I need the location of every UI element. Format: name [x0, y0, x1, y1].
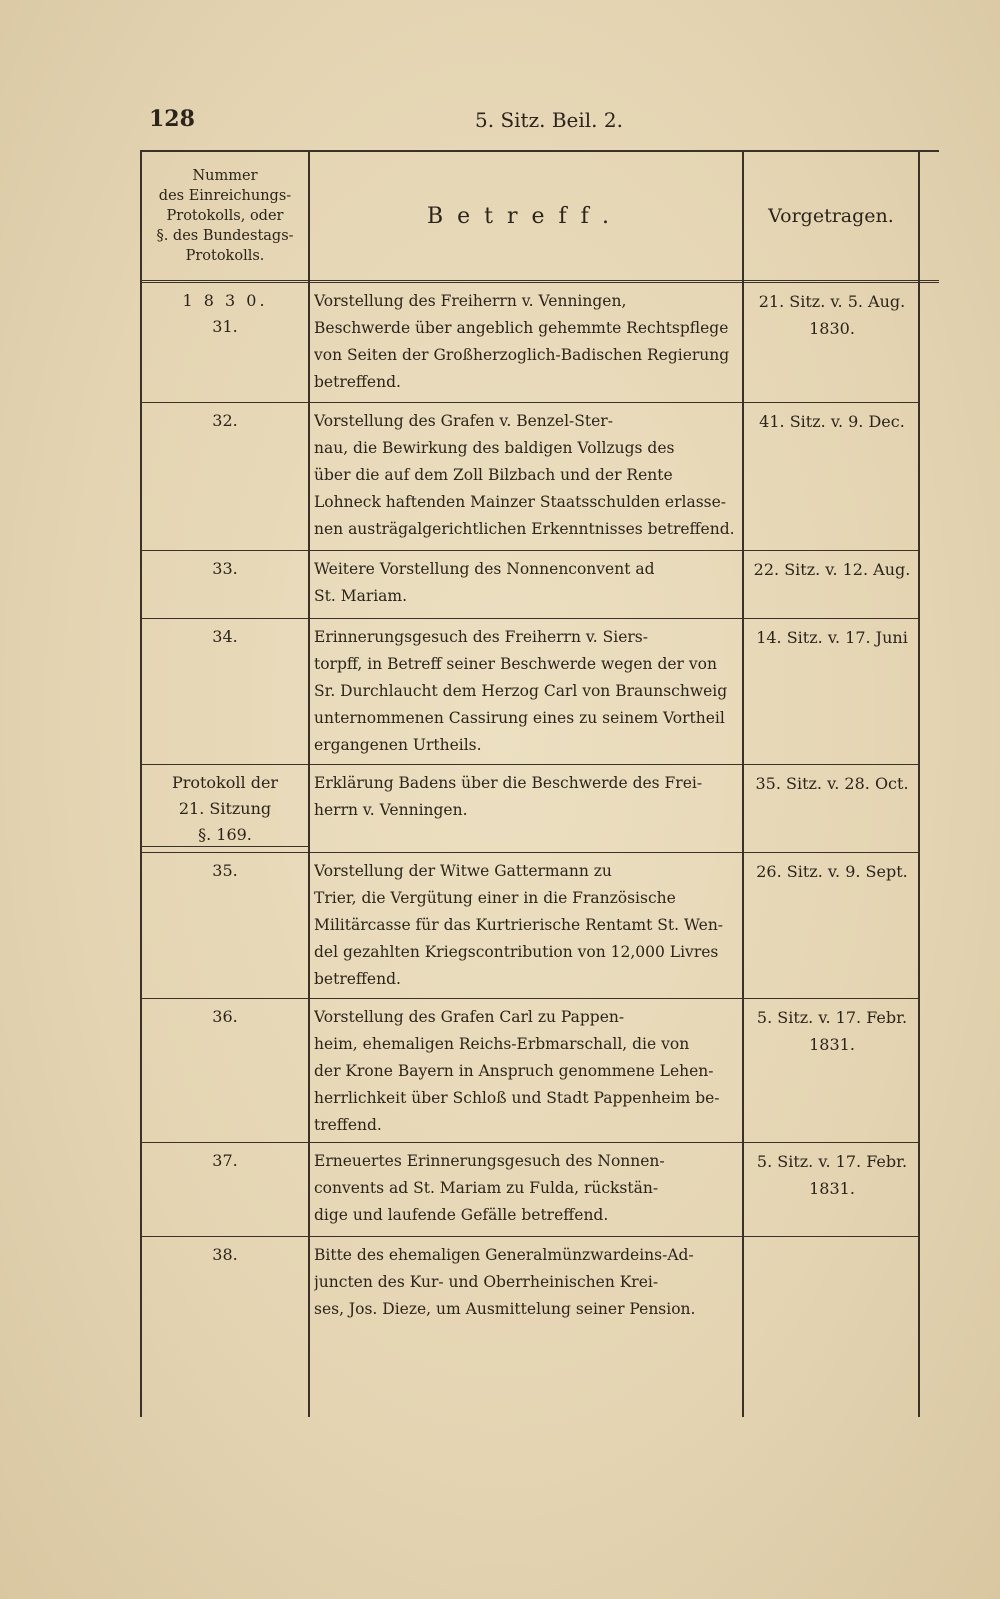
subject-line: Sr. Durchlaucht dem Herzog Carl von Braunschweig: [314, 682, 728, 700]
row-subject: [314, 408, 738, 543]
subject-line: Militärcasse für das Kurtrierische Rentamt St. Wen-: [314, 916, 724, 934]
table-right-border: [918, 152, 920, 1417]
row-rule: [142, 618, 918, 619]
row-number: [142, 770, 308, 848]
row-rule: [142, 1142, 918, 1143]
header-line: Protokolls, oder: [166, 208, 284, 224]
row-presented: [748, 624, 916, 651]
row-presented: [748, 556, 916, 583]
subject-line: herrn v. Venningen.: [314, 801, 468, 819]
row-presented: [748, 288, 916, 342]
number-line: 32.: [212, 411, 238, 430]
running-head: 5. Sitz. Beil. 2.: [475, 108, 623, 132]
subject-line: heim, ehemaligen Reichs-Erbmarschall, die von: [314, 1035, 690, 1053]
subject-line: betreffend.: [314, 970, 401, 988]
subject-line: nen austrägalgerichtlichen Erkenntnisses betreffend.: [314, 520, 735, 538]
presented-line: 1830.: [809, 319, 855, 338]
number-line: 37.: [212, 1151, 238, 1170]
subject-line: über die auf dem Zoll Bilzbach und der Rente: [314, 466, 673, 484]
row-subject: [314, 858, 738, 993]
presented-line: 1831.: [809, 1035, 855, 1054]
row-presented: [748, 770, 916, 797]
column-divider: [742, 152, 744, 1417]
row-number: [142, 408, 308, 434]
number-line: 21. Sitzung: [178, 799, 272, 818]
row-rule: [142, 846, 308, 847]
number-line: 34.: [212, 627, 238, 646]
subject-line: convents ad St. Mariam zu Fulda, rückstän-: [314, 1179, 659, 1197]
subject-line: Vorstellung des Grafen Carl zu Pappen-: [314, 1008, 625, 1026]
subject-line: unternommenen Cassirung eines zu seinem Vortheil: [314, 709, 725, 727]
page-header: [145, 106, 935, 146]
subject-line: Trier, die Vergütung einer in die Französische: [314, 889, 676, 907]
number-line: 33.: [212, 559, 238, 578]
subject-line: torpff, in Betreff seiner Beschwerde wegen der von: [314, 655, 717, 673]
row-presented: [748, 858, 916, 885]
number-line: 31.: [212, 317, 238, 336]
subject-line: ergangenen Urtheils.: [314, 736, 482, 754]
number-line: 1 8 3 0.: [182, 291, 268, 310]
column-header-presented: Vorgetragen.: [768, 205, 894, 227]
presented-line: 26. Sitz. v. 9. Sept.: [756, 862, 908, 881]
subject-line: Lohneck haftenden Mainzer Staatsschulden erlasse-: [314, 493, 727, 511]
subject-line: St. Mariam.: [314, 587, 408, 605]
row-number: [142, 1148, 308, 1174]
subject-line: Vorstellung des Grafen v. Benzel-Ster-: [314, 412, 613, 430]
column-divider: [308, 152, 310, 1417]
presented-line: 22. Sitz. v. 12. Aug.: [753, 560, 911, 579]
subject-line: Vorstellung der Witwe Gattermann zu: [314, 862, 612, 880]
number-line: Protokoll der: [171, 773, 279, 792]
subject-line: ses, Jos. Dieze, um Ausmittelung seiner Pension.: [314, 1300, 696, 1318]
register-table: [140, 150, 939, 1417]
presented-line: 14. Sitz. v. 17. Juni: [756, 628, 908, 647]
header-line: Nummer: [192, 168, 258, 184]
presented-line: 5. Sitz. v. 17. Febr.: [756, 1152, 908, 1171]
row-rule: [142, 998, 918, 999]
subject-line: juncten des Kur- und Oberrheinischen Krei-: [314, 1273, 659, 1291]
row-number: [142, 1004, 308, 1030]
row-subject: [314, 624, 738, 759]
subject-line: Weitere Vorstellung des Nonnenconvent ad: [314, 560, 655, 578]
number-line: §. 169.: [198, 825, 252, 844]
row-number: [142, 1242, 308, 1268]
row-number: [142, 556, 308, 582]
number-line: 38.: [212, 1245, 238, 1264]
subject-line: von Seiten der Großherzoglich-Badischen Regierung: [314, 346, 730, 364]
subject-line: betreffend.: [314, 373, 401, 391]
row-presented: [748, 408, 916, 435]
presented-line: 41. Sitz. v. 9. Dec.: [759, 412, 905, 431]
row-number: [142, 858, 308, 884]
row-subject: [314, 288, 738, 396]
subject-line: nau, die Bewirkung des baldigen Vollzugs des: [314, 439, 675, 457]
page-number: 128: [149, 106, 195, 132]
row-rule: [142, 1236, 918, 1237]
row-number: [142, 624, 308, 650]
row-rule: [142, 852, 918, 853]
header-rule: [142, 280, 939, 283]
row-subject: [314, 556, 738, 610]
subject-line: Bitte des ehemaligen Generalmünzwardeins-Ad-: [314, 1246, 694, 1264]
row-rule: [142, 764, 918, 765]
number-line: 35.: [212, 861, 238, 880]
row-presented: [748, 1004, 916, 1058]
presented-line: 1831.: [809, 1179, 855, 1198]
column-header-number: [142, 152, 308, 280]
subject-line: der Krone Bayern in Anspruch genommene Lehen-: [314, 1062, 714, 1080]
subject-line: Beschwerde über angeblich gehemmte Rechtspflege: [314, 319, 729, 337]
subject-line: dige und laufende Gefälle betreffend.: [314, 1206, 609, 1224]
row-number: [142, 288, 308, 340]
presented-line: 21. Sitz. v. 5. Aug.: [758, 292, 906, 311]
row-subject: [314, 770, 738, 824]
row-subject: [314, 1242, 738, 1323]
number-line: 36.: [212, 1007, 238, 1026]
subject-line: Erklärung Badens über die Beschwerde des Frei-: [314, 774, 703, 792]
presented-line: 35. Sitz. v. 28. Oct.: [755, 774, 909, 793]
presented-line: 5. Sitz. v. 17. Febr.: [756, 1008, 908, 1027]
row-rule: [142, 402, 918, 403]
header-line: Protokolls.: [185, 248, 265, 264]
column-header-subject: Betreff.: [426, 203, 624, 229]
subject-line: herrlichkeit über Schloß und Stadt Pappenheim be-: [314, 1089, 720, 1107]
row-presented: [748, 1148, 916, 1202]
row-rule: [142, 550, 918, 551]
subject-line: del gezahlten Kriegscontribution von 12,000 Livres: [314, 943, 719, 961]
header-line: §. des Bundestags-: [156, 228, 294, 244]
subject-line: treffend.: [314, 1116, 382, 1134]
header-line: des Einreichungs-: [158, 188, 292, 204]
row-subject: [314, 1004, 738, 1139]
subject-line: Erneuertes Erinnerungsgesuch des Nonnen-: [314, 1152, 665, 1170]
subject-line: Erinnerungsgesuch des Freiherrn v. Siers-: [314, 628, 648, 646]
row-subject: [314, 1148, 738, 1229]
subject-line: Vorstellung des Freiherrn v. Venningen,: [314, 292, 627, 310]
